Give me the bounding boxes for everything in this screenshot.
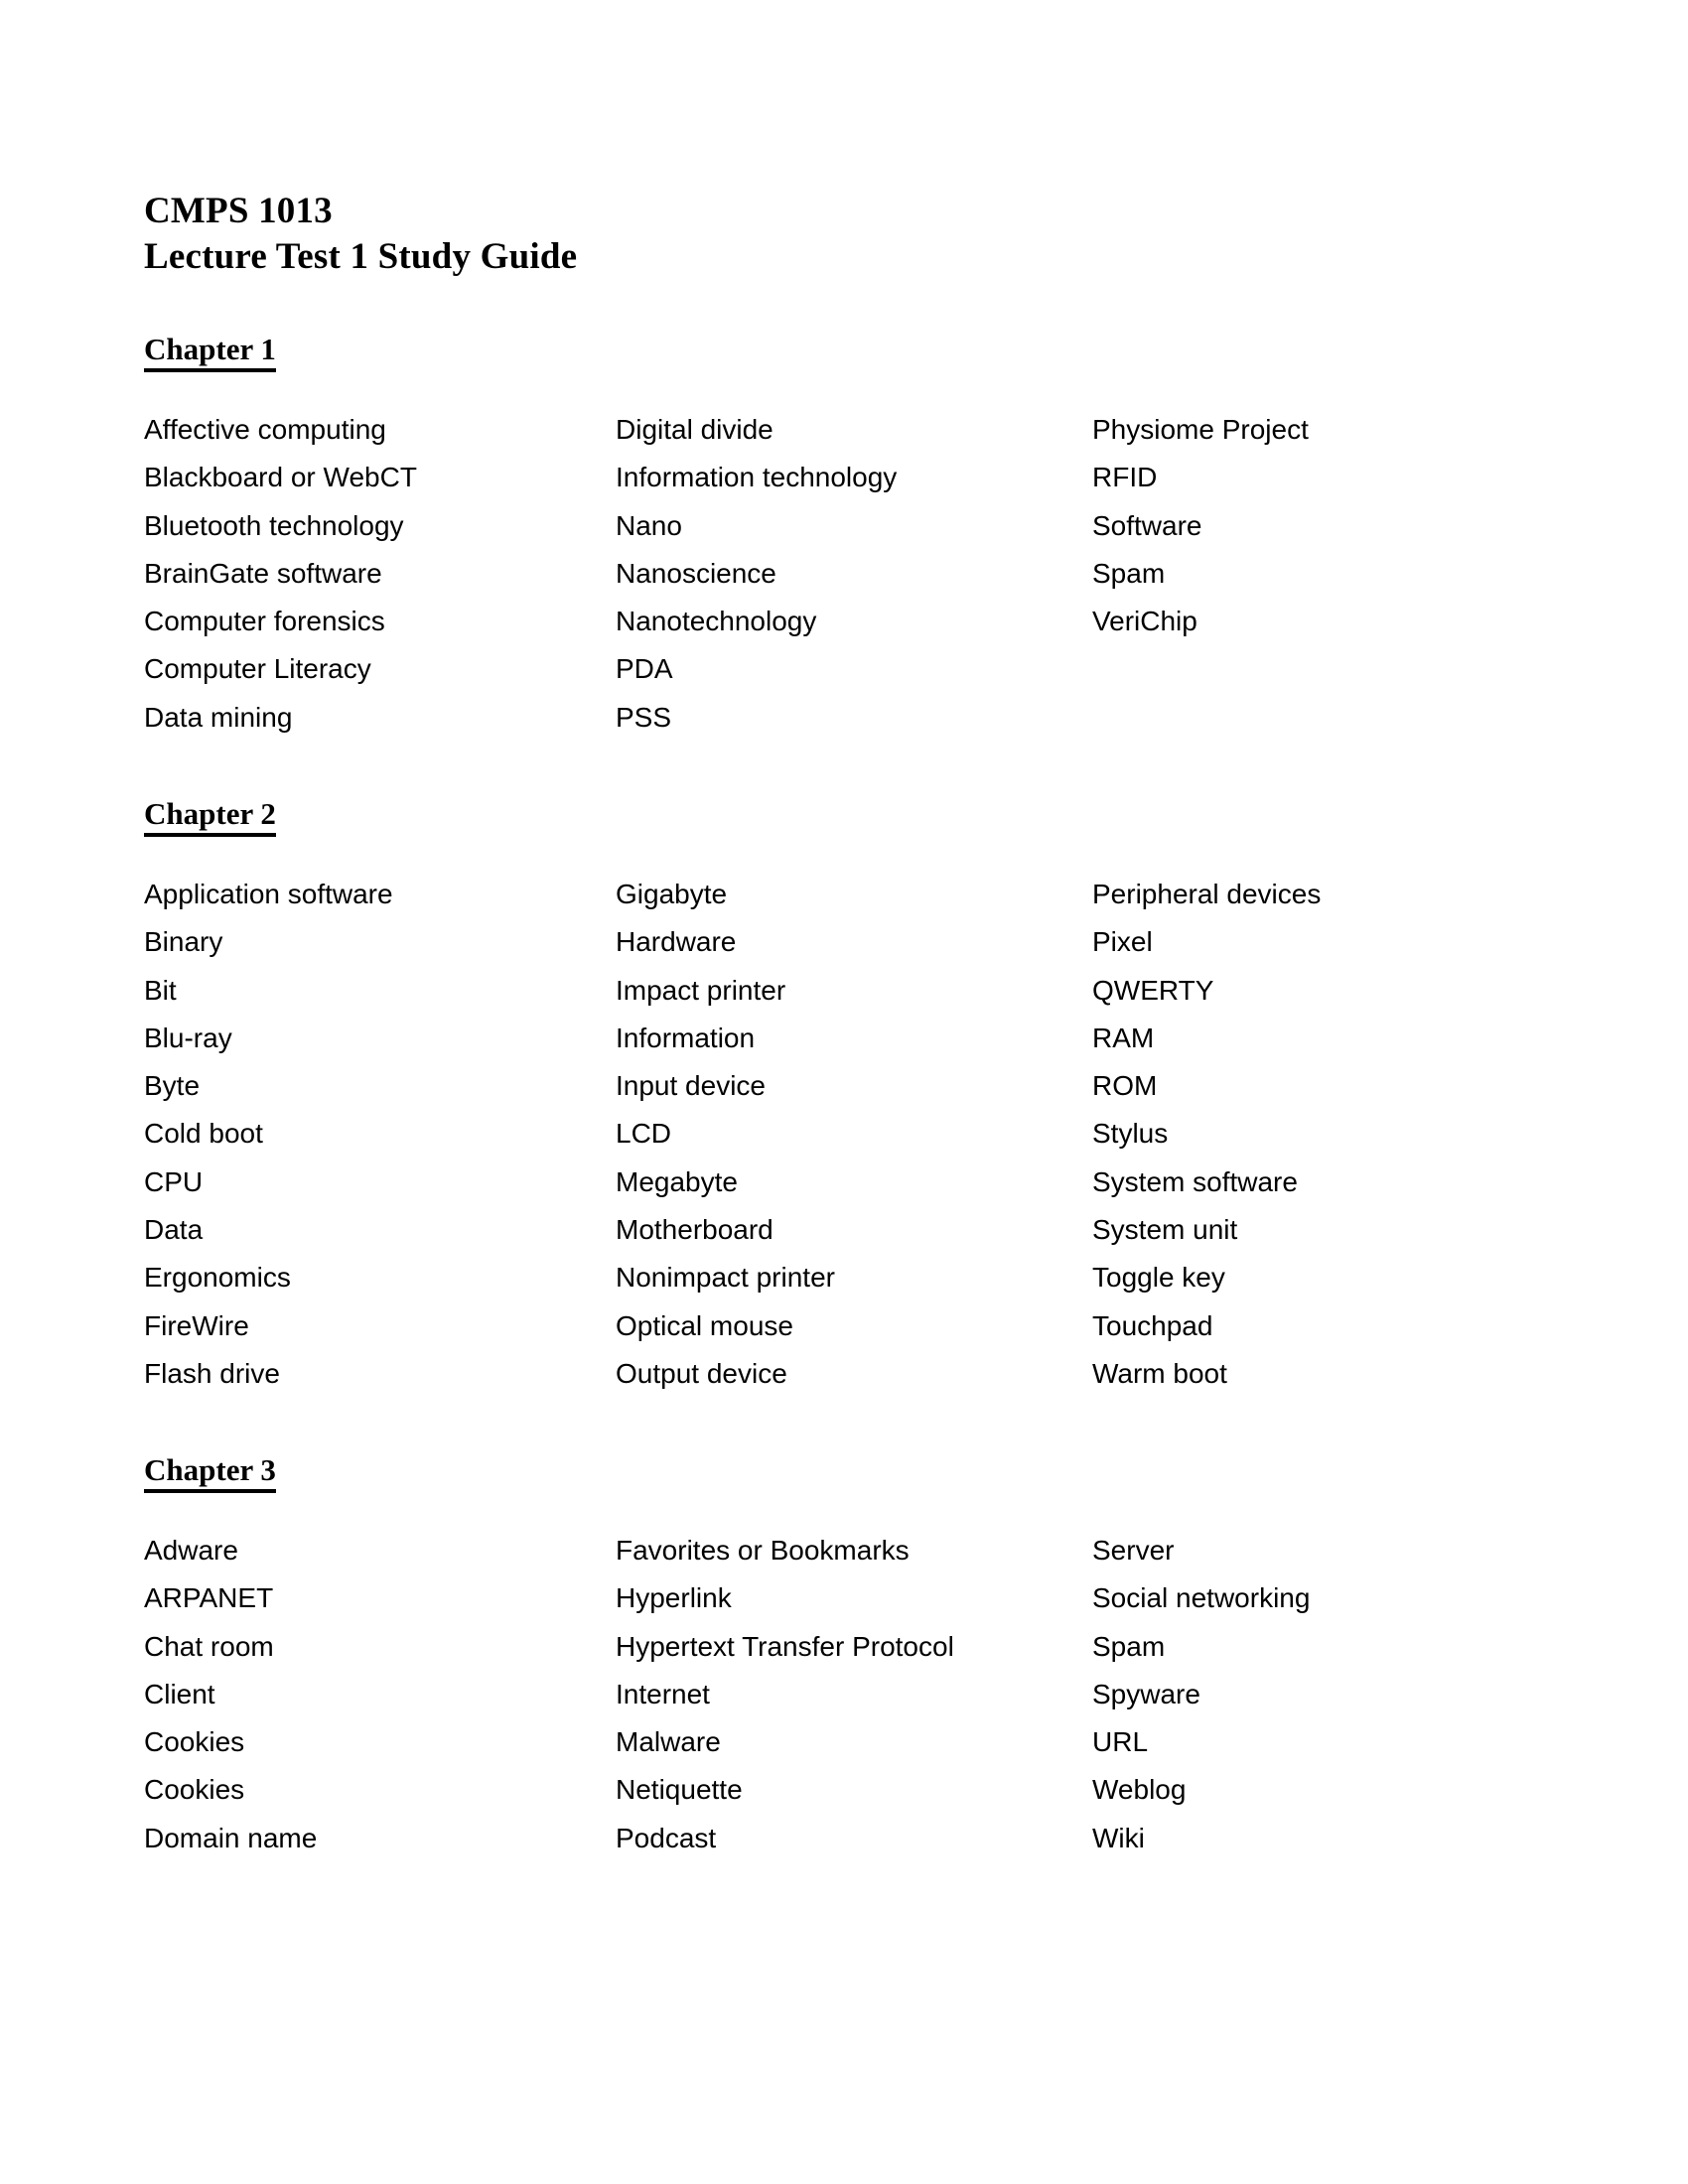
term-item: Hardware	[616, 926, 737, 958]
term-item: Hyperlink	[616, 1582, 732, 1614]
term-item: Data mining	[144, 701, 293, 733]
term-item: Digital divide	[616, 414, 774, 445]
term-column-1	[144, 871, 581, 1398]
course-code: CMPS 1013	[144, 191, 333, 231]
term-item: QWERTY	[1092, 974, 1214, 1006]
term-item: Netiquette	[616, 1774, 743, 1806]
term-item: Stylus	[1092, 1118, 1169, 1150]
term-item: Bluetooth technology	[144, 509, 404, 541]
chapter-section-1	[144, 332, 1514, 796]
term-item: Touchpad	[1092, 1309, 1213, 1341]
term-item: Nonimpact printer	[616, 1262, 835, 1294]
section-spacer	[144, 742, 1514, 796]
term-column-1	[144, 1527, 581, 1862]
term-item: Information technology	[616, 462, 898, 493]
chapter-heading-1: Chapter 1	[144, 332, 276, 372]
term-item: Domain name	[144, 1822, 318, 1853]
term-column-2	[616, 406, 1053, 742]
term-item: Affective computing	[144, 414, 386, 445]
term-item: System unit	[1092, 1214, 1238, 1246]
term-item: Pixel	[1092, 926, 1153, 958]
term-grid-1	[144, 406, 1514, 742]
term-item: Malware	[616, 1726, 721, 1758]
term-item: Client	[144, 1678, 215, 1709]
chapter-heading-wrap-3	[144, 1452, 1514, 1493]
term-item: Nanotechnology	[616, 606, 817, 637]
term-item: Favorites or Bookmarks	[616, 1535, 910, 1566]
term-item: URL	[1092, 1726, 1149, 1758]
term-item: RAM	[1092, 1022, 1155, 1053]
term-item: Byte	[144, 1070, 201, 1102]
section-spacer	[144, 1398, 1514, 1452]
term-item: Warm boot	[1092, 1357, 1227, 1389]
term-item: CPU	[144, 1165, 204, 1197]
document-body	[144, 189, 1514, 1862]
term-item: Bit	[144, 974, 177, 1006]
term-item: Application software	[144, 879, 393, 909]
page-title	[144, 189, 1514, 280]
term-item: VeriChip	[1092, 606, 1197, 637]
term-item: ROM	[1092, 1070, 1158, 1102]
term-item: Binary	[144, 926, 223, 958]
term-item: Blackboard or WebCT	[144, 462, 417, 493]
term-item: Podcast	[616, 1822, 717, 1853]
term-item: Physiome Project	[1092, 414, 1309, 445]
term-item: Computer Literacy	[144, 653, 371, 685]
term-item: BrainGate software	[144, 557, 382, 589]
chapter-heading-wrap-1	[144, 332, 1514, 372]
term-item: Internet	[616, 1678, 710, 1709]
term-item: PSS	[616, 701, 672, 733]
term-item: Cold boot	[144, 1118, 263, 1150]
chapter-heading-wrap-2	[144, 796, 1514, 837]
term-item: Hypertext Transfer Protocol	[616, 1630, 954, 1662]
term-item: RFID	[1092, 462, 1158, 493]
term-item: LCD	[616, 1118, 672, 1150]
term-item: Blu-ray	[144, 1022, 232, 1053]
term-item: Megabyte	[616, 1165, 738, 1197]
term-item: ARPANET	[144, 1582, 274, 1614]
term-item: PDA	[616, 653, 673, 685]
chapter-heading-3: Chapter 3	[144, 1452, 276, 1493]
chapter-heading-2: Chapter 2	[144, 796, 276, 837]
term-column-2	[616, 871, 1053, 1398]
term-column-3	[1092, 406, 1514, 645]
term-item: Weblog	[1092, 1774, 1187, 1806]
term-item: Adware	[144, 1535, 238, 1566]
chapter-section-3	[144, 1452, 1514, 1862]
term-item: Optical mouse	[616, 1309, 793, 1341]
term-item: Social networking	[1092, 1582, 1311, 1614]
term-item: Cookies	[144, 1774, 245, 1806]
term-item: Toggle key	[1092, 1262, 1225, 1294]
term-item: Flash drive	[144, 1357, 280, 1389]
term-column-2	[616, 1527, 1053, 1862]
term-column-3	[1092, 1527, 1514, 1862]
term-item: Cookies	[144, 1726, 245, 1758]
term-item: Spyware	[1092, 1678, 1200, 1709]
term-item: Nano	[616, 509, 682, 541]
term-item: Wiki	[1092, 1822, 1145, 1853]
term-item: Computer forensics	[144, 606, 385, 637]
document-subtitle: Lecture Test 1 Study Guide	[144, 236, 578, 277]
term-item: Spam	[1092, 1630, 1166, 1662]
term-item: Impact printer	[616, 974, 786, 1006]
term-item: System software	[1092, 1165, 1298, 1197]
term-column-3	[1092, 871, 1514, 1398]
term-item: Motherboard	[616, 1214, 774, 1246]
term-item: Chat room	[144, 1630, 274, 1662]
term-column-1	[144, 406, 581, 742]
term-item: FireWire	[144, 1309, 249, 1341]
term-item: Nanoscience	[616, 557, 776, 589]
term-item: Information	[616, 1022, 756, 1053]
term-item: Software	[1092, 509, 1202, 541]
term-item: Data	[144, 1214, 204, 1246]
chapter-section-2	[144, 796, 1514, 1452]
term-grid-3	[144, 1527, 1514, 1862]
term-item: Ergonomics	[144, 1262, 291, 1294]
term-item: Output device	[616, 1357, 787, 1389]
term-item: Gigabyte	[616, 879, 728, 909]
term-item: Server	[1092, 1535, 1175, 1566]
term-grid-2	[144, 871, 1514, 1398]
term-item: Spam	[1092, 557, 1166, 589]
term-item: Peripheral devices	[1092, 879, 1322, 909]
term-item: Input device	[616, 1070, 766, 1102]
